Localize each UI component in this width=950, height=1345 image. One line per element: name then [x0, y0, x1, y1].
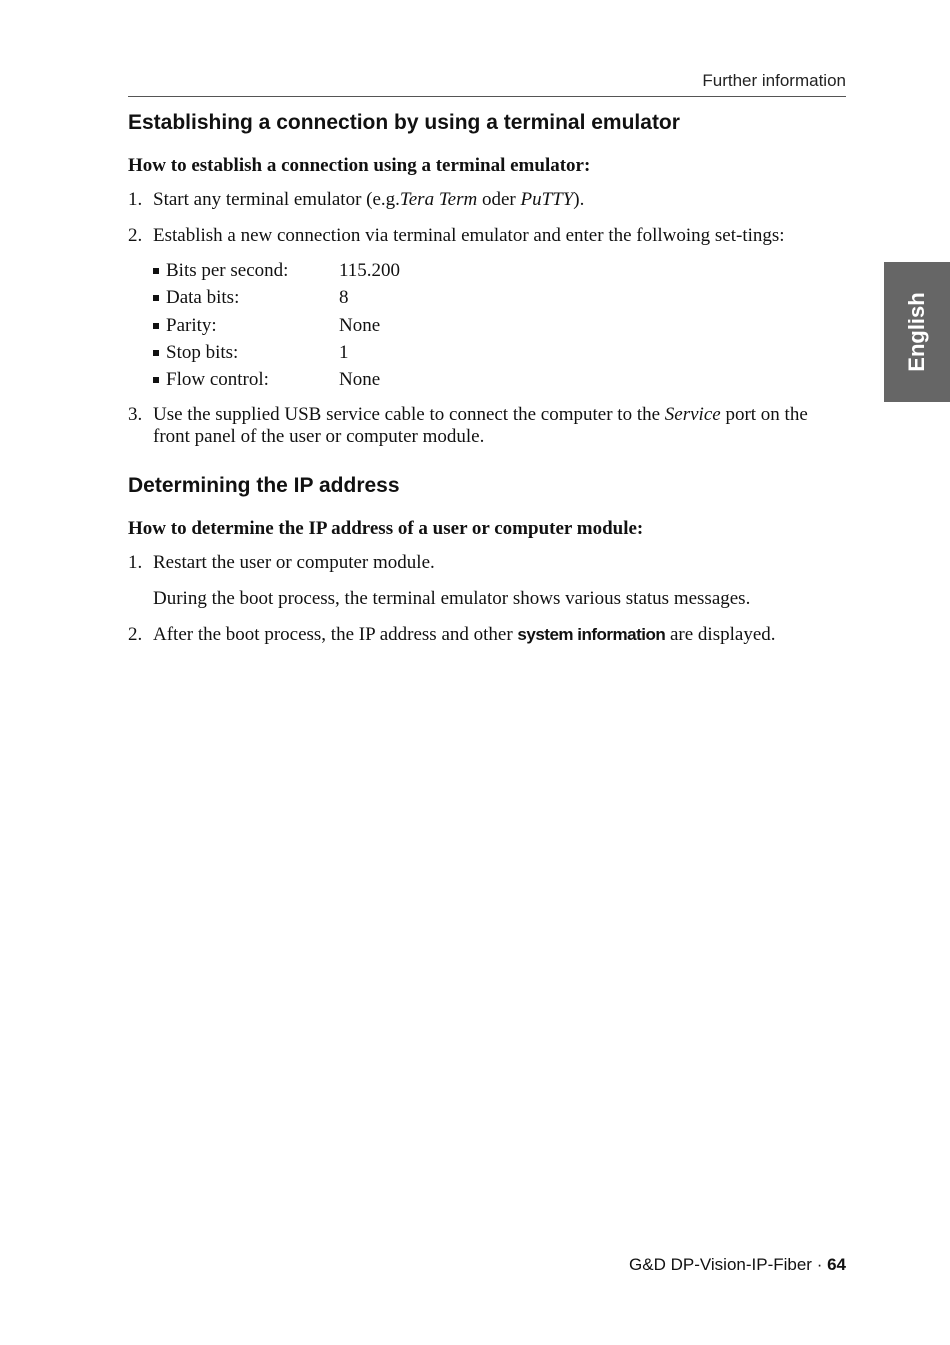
setting-value: 115.200 [339, 260, 401, 281]
list-item [128, 189, 846, 211]
list-item [128, 225, 846, 393]
ip-address-steps [128, 552, 846, 646]
setting-value: 1 [339, 341, 349, 363]
footer-product-name: G&D DP-Vision-IP-Fiber · [629, 1255, 828, 1274]
step-text: Use the supplied USB service cable to connect the computer to the [153, 404, 665, 426]
setting-value: None [339, 314, 381, 336]
connection-steps [128, 189, 846, 448]
page-footer [128, 1255, 846, 1275]
step-text: port on the front panel of the user or computer module. [153, 404, 808, 448]
step-text: Start any terminal emulator (e.g. [153, 189, 400, 210]
running-header: Further information [702, 71, 846, 90]
settings-item [153, 257, 846, 284]
section-title-connection: Establishing a connection by using a terminal emulator [128, 111, 680, 134]
setting-key: Stop bits: [166, 341, 239, 363]
setting-key: Bits per second: [166, 260, 289, 281]
square-bullet-icon [153, 295, 159, 301]
page-number: 64 [827, 1255, 846, 1274]
page-content [128, 106, 846, 646]
setting-key: Parity: [166, 314, 217, 336]
settings-item [153, 312, 846, 339]
setting-key: Data bits: [166, 287, 240, 309]
list-item [128, 404, 846, 448]
step-text: oder [477, 189, 521, 210]
step-text: After the boot process, the IP address and other [153, 624, 518, 646]
section-title-ip-address: Determining the IP address [128, 474, 400, 498]
square-bullet-icon [153, 268, 159, 274]
howto-heading-connection: How to establish a connection using a terminal emulator: [128, 155, 591, 176]
ui-term: system information [517, 625, 666, 645]
step-number: 1. [128, 189, 143, 210]
list-item [128, 552, 846, 610]
settings-item [153, 339, 846, 366]
list-item [128, 624, 846, 646]
language-tab [884, 262, 950, 402]
howto-heading-ip-address: How to determine the IP address of a user or computer module: [128, 518, 644, 540]
settings-item [153, 284, 846, 311]
square-bullet-icon [153, 323, 159, 329]
step-note: During the boot process, the terminal emulator shows various status messages. [153, 588, 751, 610]
setting-value: 8 [339, 287, 349, 309]
step-number: 2. [128, 624, 143, 646]
software-name: Tera Term [399, 189, 478, 210]
header-rule [128, 96, 846, 97]
settings-item [153, 366, 846, 393]
port-name: Service [664, 404, 721, 426]
step-number: 2. [128, 225, 143, 246]
language-tab-label: English [904, 292, 929, 372]
step-number: 1. [128, 552, 143, 574]
square-bullet-icon [153, 350, 159, 356]
software-name: PuTTY [520, 189, 574, 210]
settings-list [153, 257, 846, 393]
step-text: Establish a new connection via terminal emulator and enter the follwoing set-tings: [153, 225, 785, 246]
step-text: ). [573, 189, 585, 210]
setting-key: Flow control: [166, 369, 269, 391]
step-number: 3. [128, 404, 143, 426]
square-bullet-icon [153, 377, 159, 383]
step-text: are displayed. [665, 624, 776, 646]
step-text: Restart the user or computer module. [153, 552, 435, 574]
setting-value: None [339, 369, 381, 391]
